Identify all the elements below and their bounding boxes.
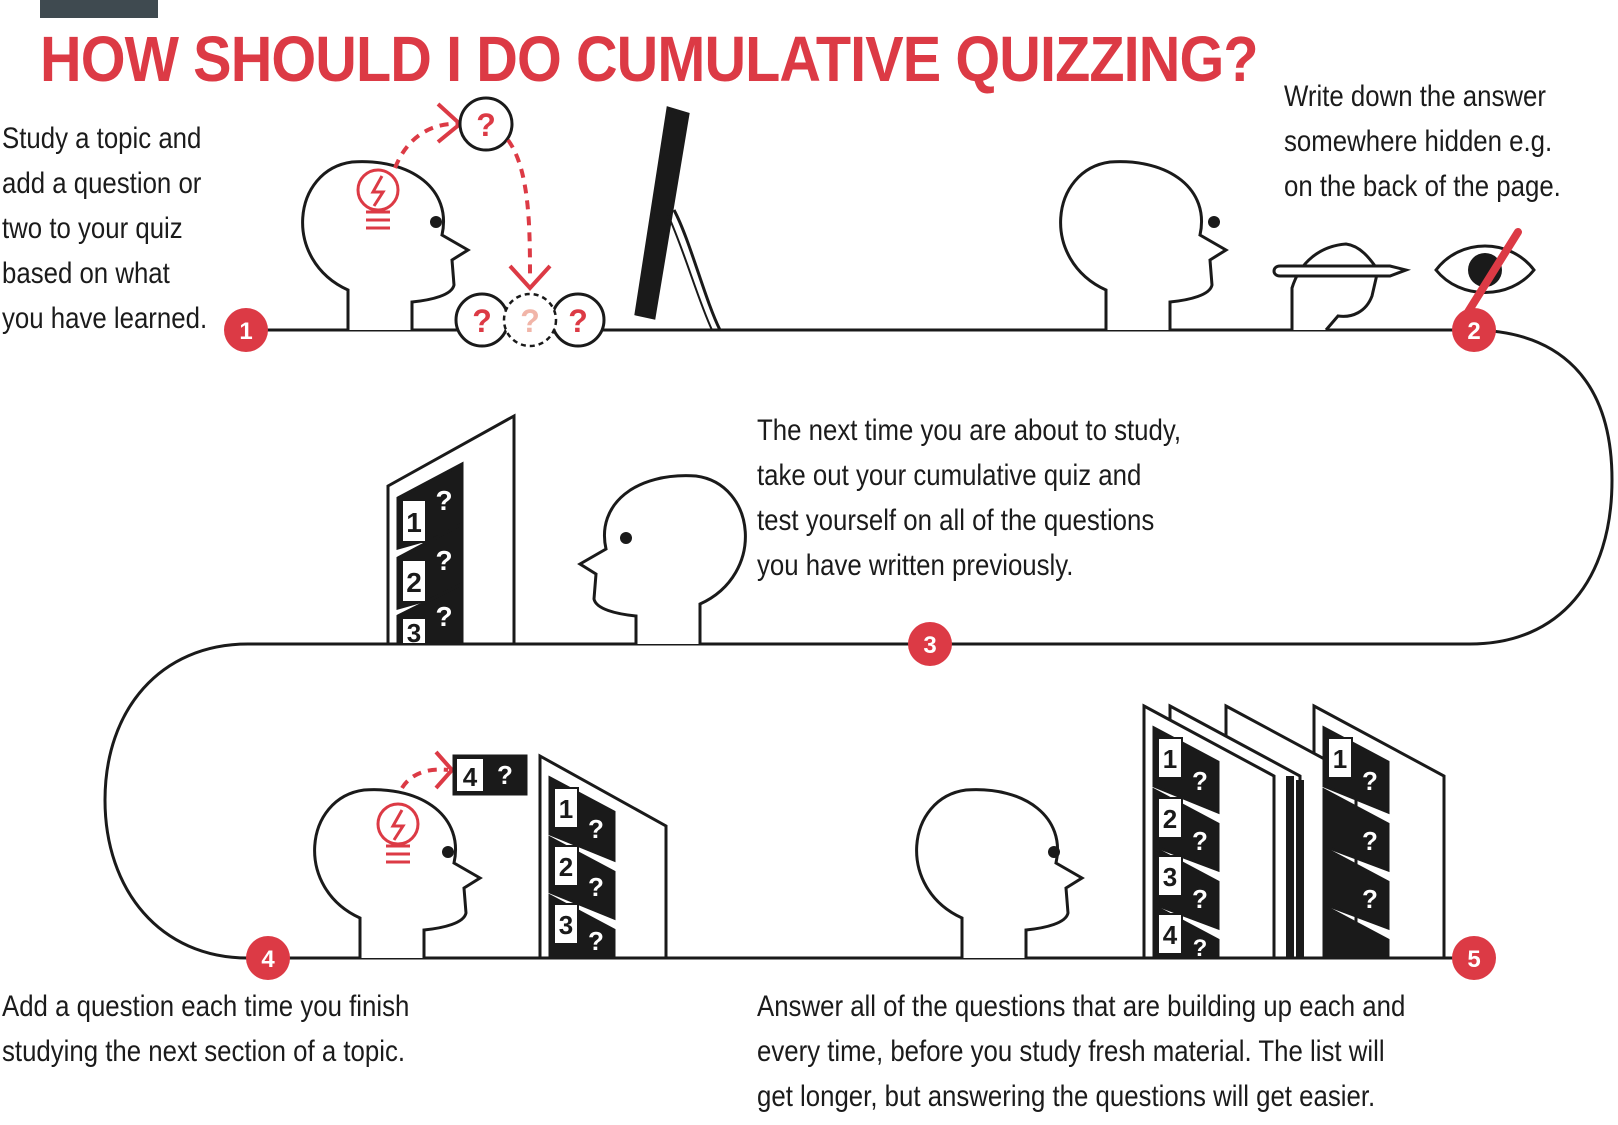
dashed-arrow — [508, 140, 530, 280]
svg-text:5: 5 — [1467, 946, 1481, 973]
step-2-line: Write down the answer — [1284, 80, 1546, 113]
arrow-head — [438, 104, 460, 142]
crossed-eye-icon — [1436, 232, 1534, 312]
quiz-sheet-icon — [540, 756, 666, 958]
step-3-line: take out your cumulative quiz and — [757, 459, 1142, 492]
svg-text:?: ? — [1362, 766, 1378, 796]
monitor-icon — [636, 108, 720, 330]
svg-text:?: ? — [588, 814, 604, 844]
svg-text:?: ? — [1192, 935, 1208, 962]
svg-text:2: 2 — [1162, 804, 1178, 834]
svg-text:?: ? — [1192, 826, 1208, 856]
svg-text:?: ? — [1192, 884, 1208, 914]
svg-text:?: ? — [1362, 884, 1378, 914]
svg-text:3: 3 — [406, 618, 422, 648]
question-bubble-group — [456, 294, 604, 346]
step-5-line: Answer all of the questions that are building up each and — [757, 990, 1406, 1023]
quiz-sheet-stack — [1144, 706, 1444, 962]
svg-text:2: 2 — [406, 567, 422, 598]
step-4-line: studying the next section of a topic. — [2, 1035, 406, 1068]
svg-text:?: ? — [435, 545, 453, 576]
svg-text:4: 4 — [1162, 920, 1178, 950]
svg-text:?: ? — [476, 107, 496, 143]
question-bubble-icon — [460, 98, 512, 150]
eye-dot — [442, 846, 454, 858]
step-1-line: based on what — [2, 257, 170, 290]
head-step-1 — [303, 162, 468, 330]
svg-text:?: ? — [520, 303, 540, 339]
eye-dot — [1048, 846, 1060, 858]
step-1-line: you have learned. — [2, 302, 208, 335]
svg-text:?: ? — [497, 760, 513, 790]
head-step-5 — [917, 790, 1082, 958]
svg-text:3: 3 — [558, 910, 574, 940]
step-4-line: Add a question each time you finish — [2, 990, 410, 1023]
svg-text:1: 1 — [1162, 744, 1178, 774]
svg-text:?: ? — [1192, 766, 1208, 796]
svg-text:3: 3 — [923, 632, 937, 659]
step-1-line: two to your quiz — [2, 212, 183, 245]
hand-pen-icon — [1274, 244, 1406, 330]
step-2-line: somewhere hidden e.g. — [1284, 125, 1553, 158]
step-3-line: The next time you are about to study, — [757, 414, 1182, 447]
svg-text:?: ? — [1362, 826, 1378, 856]
step-5-line: get longer, but answering the questions will get easier. — [757, 1080, 1376, 1113]
svg-text:1: 1 — [558, 794, 574, 824]
svg-text:2: 2 — [1467, 318, 1481, 345]
step-1-line: Study a topic and — [2, 122, 202, 155]
step-badge-5 — [1452, 936, 1496, 980]
svg-text:2: 2 — [558, 852, 574, 882]
svg-text:1: 1 — [239, 318, 253, 345]
step-2-line: on the back of the page. — [1284, 170, 1561, 203]
svg-text:?: ? — [435, 485, 453, 516]
svg-text:?: ? — [435, 601, 453, 632]
svg-text:?: ? — [588, 872, 604, 902]
step-3-line: test yourself on all of the questions — [757, 504, 1155, 537]
eye-dot — [620, 532, 632, 544]
quiz-sheet-icon — [388, 416, 514, 648]
svg-text:?: ? — [588, 926, 604, 956]
svg-text:1: 1 — [406, 507, 422, 538]
head-step-4 — [315, 790, 480, 958]
head-step-3 — [580, 476, 745, 644]
step-3-line: you have written previously. — [757, 549, 1074, 582]
svg-text:4: 4 — [462, 762, 478, 792]
page-title: HOW SHOULD I DO CUMULATIVE QUIZZING? — [40, 23, 1258, 95]
step-1-line: add a question or — [2, 167, 202, 200]
head-step-2 — [1061, 162, 1226, 330]
step-badge-1 — [224, 308, 268, 352]
eye-dot — [430, 216, 442, 228]
new-question-card — [454, 756, 526, 794]
step-badge-2 — [1452, 308, 1496, 352]
step-badge-4 — [246, 936, 290, 980]
step-badge-3 — [908, 622, 952, 666]
svg-text:3: 3 — [1162, 862, 1178, 892]
svg-text:4: 4 — [261, 946, 275, 973]
svg-text:?: ? — [472, 303, 492, 339]
eye-dot — [1208, 216, 1220, 228]
step-5-line: every time, before you study fresh material. The list will — [757, 1035, 1385, 1068]
svg-text:?: ? — [568, 303, 588, 339]
svg-text:1: 1 — [1332, 744, 1348, 774]
